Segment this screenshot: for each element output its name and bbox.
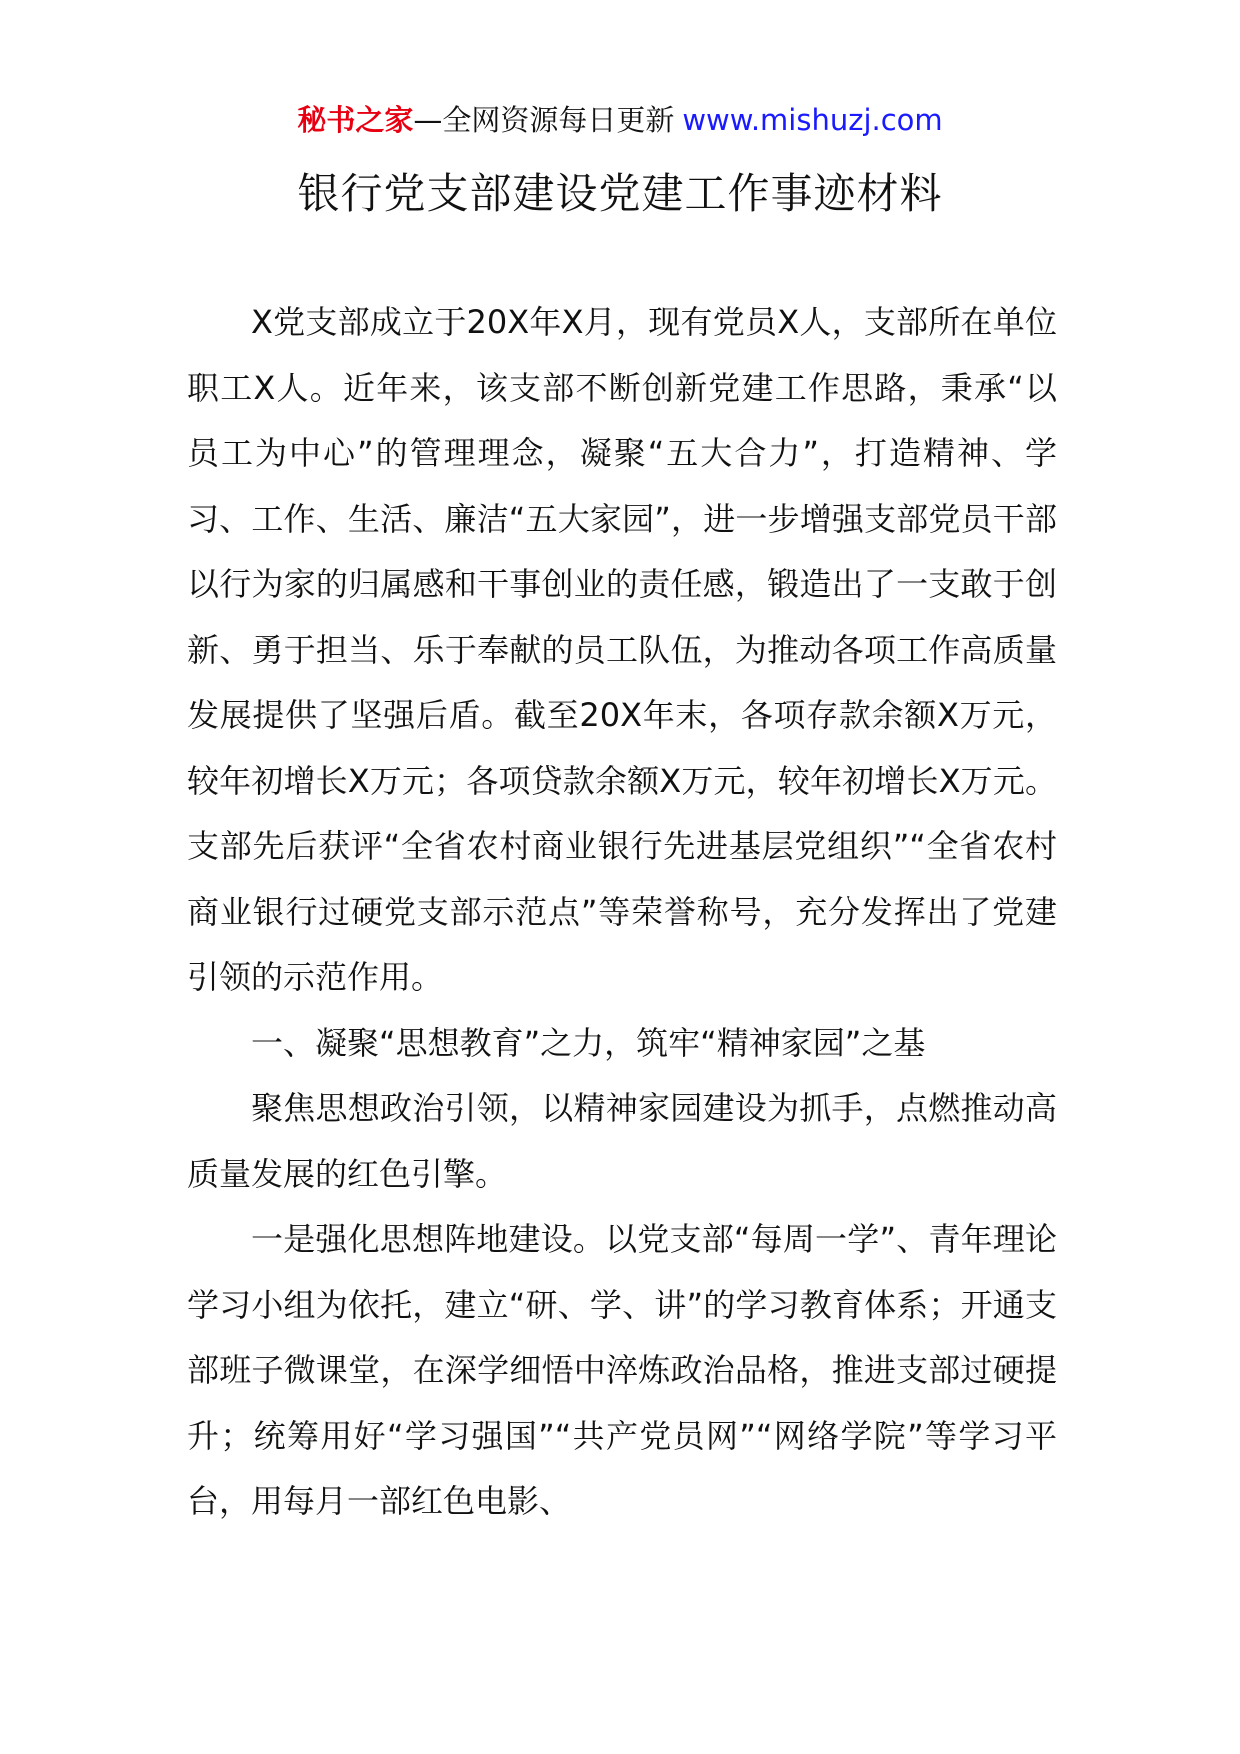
- site-slogan: —全网资源每日更新: [413, 103, 675, 137]
- document-title: 银行党支部建设党建工作事迹材料: [297, 169, 943, 218]
- section-heading: 一、凝聚“思想教育”之力，筑牢“精神家园”之基: [251, 1023, 926, 1062]
- section-lead-paragraph: 聚焦思想政治引领，以精神家园建设为抓手，点燃推动高质量发展的红色引擎。: [187, 1089, 1057, 1193]
- site-header: [0, 100, 1240, 140]
- site-name: 秘书之家: [297, 103, 414, 137]
- document-body: [187, 290, 1057, 1535]
- section-point-paragraph: 一是强化思想阵地建设。以党支部“每周一学”、青年理论学习小组为依托，建立“研、学、讲”的学习教育体系；开通支部班子微课堂，在深学细悟中淬炼政治品格，推进支部过硬提升；统筹用好“学习强国”“共产党员网”“网络学院”等学习平台，用每月一部红色电影、: [187, 1220, 1057, 1520]
- site-url-link[interactable]: www.mishuzj.com: [682, 103, 943, 137]
- intro-paragraph: X党支部成立于20X年X月，现有党员X人，支部所在单位职工X人。近年来，该支部不断创新党建工作思路，秉承“以员工为中心”的管理理念，凝聚“五大合力”，打造精神、学习、工作、生活、廉洁“五大家园”，进一步增强支部党员干部以行为家的归属感和干事创业的责任感，锻造出了一支敢于创新、勇于担当、乐于奉献的员工队伍，为推动各项工作高质量发展提供了坚强后盾。截至20X年末，各项存款余额X万元，较年初增长X万元；各项贷款余额X万元，较年初增长X万元。支部先后获评“全省农村商业银行先进基层党组织”“全省农村商业银行过硬党支部示范点”等荣誉称号，充分发挥出了党建引领的示范作用。: [187, 303, 1057, 996]
